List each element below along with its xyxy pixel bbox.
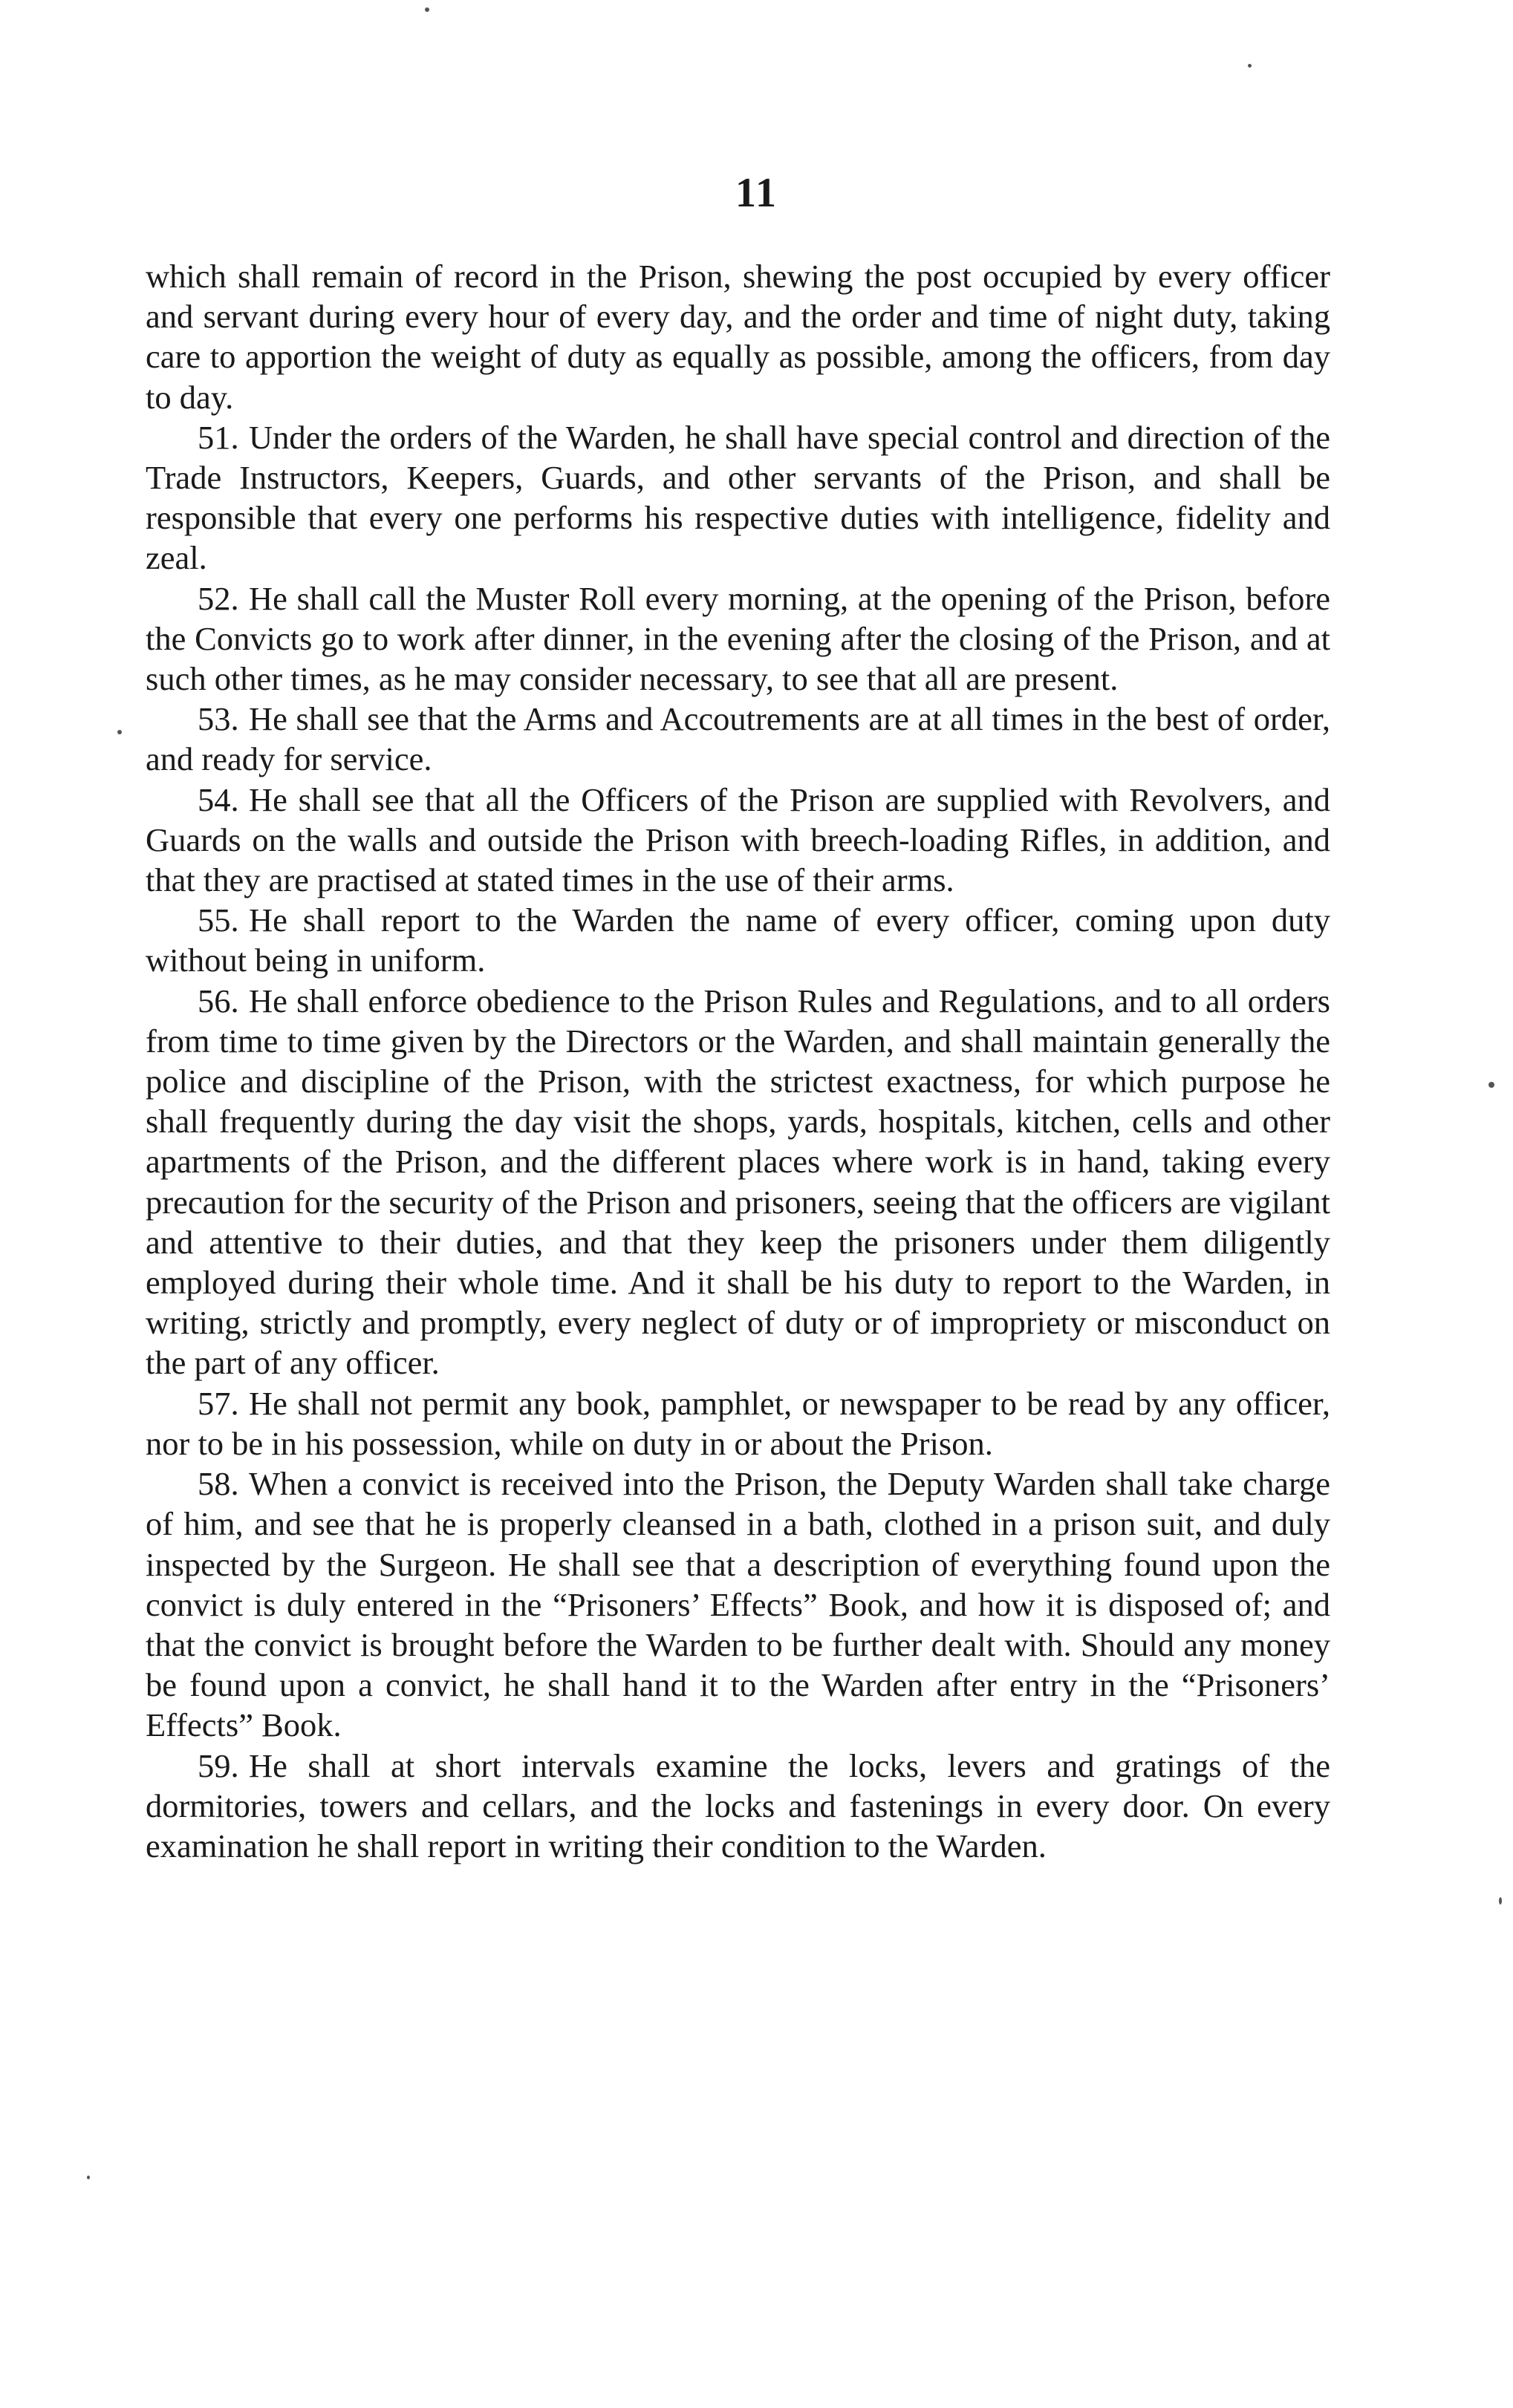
rule-number: 55. xyxy=(198,901,239,939)
rule-number: 53. xyxy=(198,700,239,738)
rule-51 xyxy=(146,417,1330,578)
paragraph-text: He shall enforce obedience to the Prison Rules and Regulations, and to all orders from time to time given by the Directors or the Warden, and shall maintain generally the police and discipline of the Prison, with the strictest exactness, for which purpose he shall frequently during the day visit the shops, yards, hospitals, kitchen, cells and other apartments of the Prison, and the different places where work is in hand, taking every precaution for the security of the Prison and prisoners, seeing that the officers are vigilant and attentive to their duties, and that they keep the prisoners under them diligently employed during their whole time. And it shall be his duty to report to the Warden, in writing, strictly and promptly, every neglect of duty or of impropriety or misconduct on the part of any officer. xyxy=(146,982,1330,1382)
rule-54 xyxy=(146,780,1330,901)
rule-number: 56. xyxy=(198,982,239,1019)
rule-55 xyxy=(146,900,1330,980)
paragraph-text: Under the orders of the Warden, he shall have special control and direction of the Trade Instructors, Keepers, Guards, and other servants of the Prison, and shall be responsible that every one performs his respective duties with intelligence, fidelity and zeal. xyxy=(146,418,1330,577)
paragraph-continuation xyxy=(146,256,1330,417)
scan-speck xyxy=(87,2176,90,2179)
rule-56 xyxy=(146,981,1330,1383)
rule-52 xyxy=(146,578,1330,699)
scan-speck xyxy=(117,730,122,734)
paragraph-text: He shall call the Muster Roll every morning, at the opening of the Prison, before the Convicts go to work after dinner, in the evening after the closing of the Prison, and at such other times, as he may consider necessary, to see that all are present. xyxy=(146,579,1330,698)
scan-speck xyxy=(1248,64,1252,68)
paragraph-text: He shall at short intervals examine the locks, levers and gratings of the dormitories, towers and cellars, and the locks and fastenings in every door. On every examination he shall report in writing their condition to the Warden. xyxy=(146,1746,1330,1864)
rule-number: 54. xyxy=(198,780,239,818)
paragraph-text: He shall report to the Warden the name of every officer, coming upon duty without being in uniform. xyxy=(146,901,1330,979)
paragraph-text: which shall remain of record in the Prison, shewing the post occupied by every officer and servant during every hour of every day, and the order and time of night duty, taking care to apportion the weight of duty as equally as possible, among the officers, from day to day. xyxy=(146,258,1330,416)
rule-number: 58. xyxy=(198,1465,239,1503)
scan-speck xyxy=(425,7,429,12)
paragraph-text: He shall not permit any book, pamphlet, or newspaper to be read by any officer, nor to be in his possession, while on duty in or about the Prison. xyxy=(146,1384,1330,1462)
rule-53 xyxy=(146,699,1330,779)
paragraph-text: He shall see that all the Officers of the Prison are supplied with Revolvers, and Guards on the walls and outside the Prison with breech-loading Rifles, in addition, and that they are practised at stated times in the use of their arms. xyxy=(146,780,1330,899)
paragraph-text: When a convict is received into the Prison, the Deputy Warden shall take charge of him, and see that he is properly cleansed in a bath, clothed in a prison suit, and duly inspected by the Surgeon. He shall see that a description of everything found upon the convict is duly entered in the “Prisoners’ Effects” Book, and how it is disposed of; and that the convict is brought before the Warden to be further dealt with. Should any money be found upon a convict, he shall hand it to the Warden after entry in the “Prisoners’ Effects” Book. xyxy=(146,1465,1330,1744)
rule-number: 52. xyxy=(198,579,239,617)
body-text xyxy=(146,256,1330,1866)
rule-57 xyxy=(146,1383,1330,1464)
rule-58 xyxy=(146,1464,1330,1745)
rule-59 xyxy=(146,1746,1330,1867)
rule-number: 57. xyxy=(198,1384,239,1422)
scan-speck xyxy=(1488,1082,1494,1088)
rule-number: 59. xyxy=(198,1746,239,1784)
rule-number: 51. xyxy=(198,418,239,456)
paragraph-text: He shall see that the Arms and Accoutrements are at all times in the best of order, and ready for service. xyxy=(146,700,1330,778)
page-number: 11 xyxy=(735,170,778,216)
scan-speck xyxy=(1499,1897,1502,1905)
